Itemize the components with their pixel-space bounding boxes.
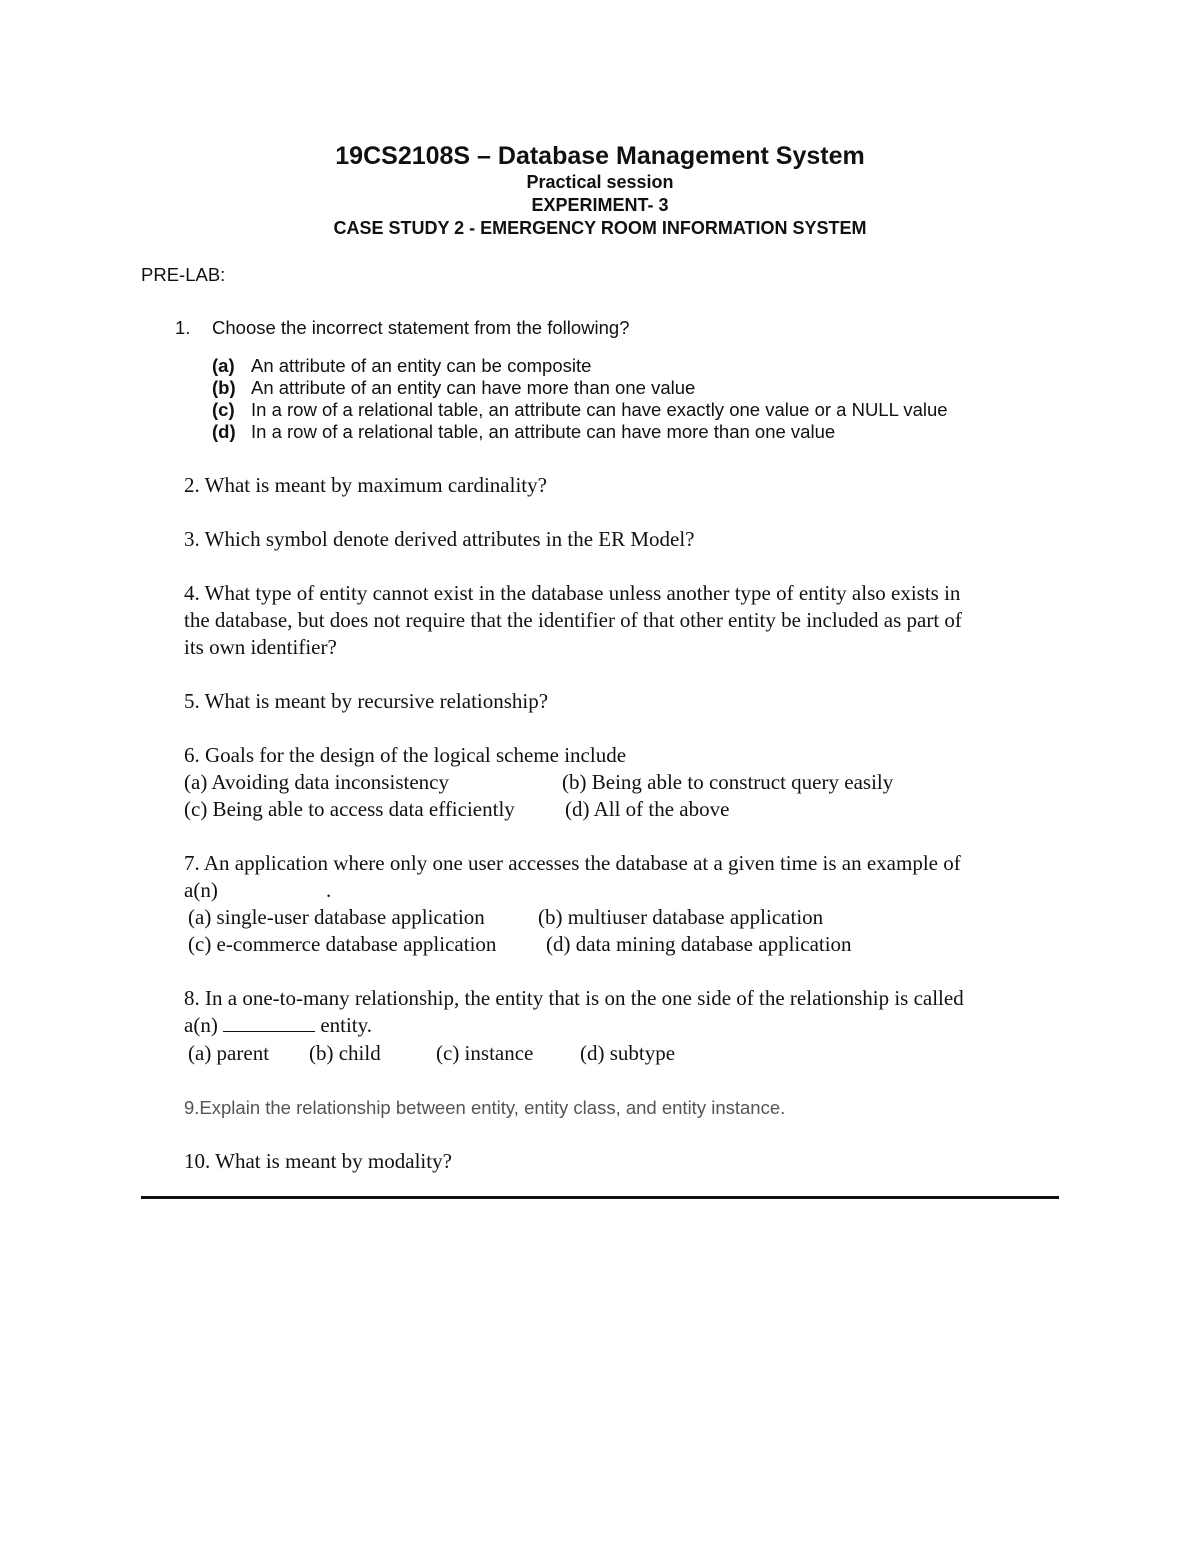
q1-option-key: (b) [212,377,236,398]
q8-line: 8. In a one-to-many relationship, the entity that is on the one side of the relationship is called [184,986,964,1010]
q1-option-key: (d) [212,421,236,442]
q8-line2 [184,1013,372,1038]
q7-option-c: (c) e-commerce database application [188,932,497,956]
page-title: 19CS2108S – Database Management System [335,142,865,170]
q6-option-a: (a) Avoiding data inconsistency [184,770,449,794]
q4-line: the database, but does not require that the identifier of that other entity be included as part of [184,608,962,632]
horizontal-divider [141,1196,1059,1199]
q6-option-d: (d) All of the above [565,797,730,821]
q1-option-text: An attribute of an entity can be composite [251,355,592,376]
q1-option-text: An attribute of an entity can have more than one value [251,377,696,398]
q2-text: 2. What is meant by maximum cardinality? [184,473,547,497]
case-study-title: CASE STUDY 2 - EMERGENCY ROOM INFORMATION SYSTEM [333,218,867,238]
q10-text: 10. What is meant by modality? [184,1149,452,1173]
q8-line2-pre: a(n) [184,1013,224,1037]
q1-option-key: (a) [212,355,235,376]
q9-text: 9.Explain the relationship between entity, entity class, and entity instance. [184,1097,786,1118]
q7-option-a: (a) single-user database application [188,905,485,929]
prelab-label: PRE-LAB: [141,264,226,285]
q6-option-c: (c) Being able to access data efficiently [184,797,515,821]
q4-line: its own identifier? [184,635,337,659]
q1-option-text: In a row of a relational table, an attribute can have exactly one value or a NULL value [251,399,948,420]
answer-blank [223,1013,315,1032]
q7-line: 7. An application where only one user accesses the database at a given time is an example of [184,851,961,875]
q3-text: 3. Which symbol denote derived attributes in the ER Model? [184,527,695,551]
q8-option-c: (c) instance [436,1041,534,1065]
q8-option-a: (a) parent [188,1041,270,1065]
q7-option-d: (d) data mining database application [546,932,852,956]
q1-option-text: In a row of a relational table, an attribute can have more than one value [251,421,836,442]
q7-line2-end: . [326,878,332,902]
experiment-label: EXPERIMENT- 3 [531,195,669,215]
q6-text: 6. Goals for the design of the logical scheme include [184,743,627,767]
page-subtitle: Practical session [526,172,674,192]
q8-option-b: (b) child [309,1041,381,1065]
q1-text: Choose the incorrect statement from the following? [212,317,630,338]
q5-text: 5. What is meant by recursive relationship? [184,689,549,713]
q7-line2: a(n) [184,878,218,902]
q1-option-key: (c) [212,399,235,420]
q4-line: 4. What type of entity cannot exist in the database unless another type of entity also exists in [184,581,961,605]
q7-option-b: (b) multiuser database application [538,905,824,929]
q8-option-d: (d) subtype [580,1041,676,1065]
q8-line2-post: entity. [315,1013,373,1037]
q6-option-b: (b) Being able to construct query easily [562,770,894,794]
q1-number: 1. [175,317,191,338]
